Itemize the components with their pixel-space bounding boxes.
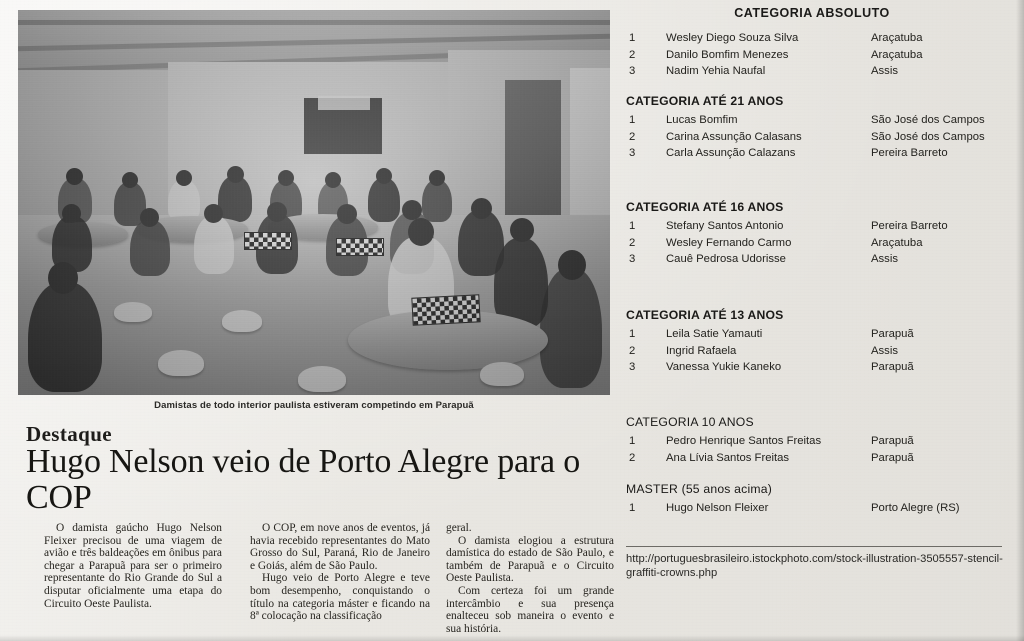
result-name: Carina Assunção Calasans: [666, 130, 802, 143]
result-city: Assis: [871, 344, 898, 357]
result-city: Parapuã: [871, 435, 914, 447]
article-paragraph: O damista gaúcho Hugo Nelson Fleixer precisou de uma viagem de avião e três baldeações em ônibus para chegar a Parapuã para ser o primeiro representante do Rio Grande do Sul a disputar oficialmente uma etapa do Circuito Oeste Paulista.: [44, 522, 222, 610]
result-row: [626, 237, 1018, 254]
result-row: [626, 220, 1018, 237]
result-city: Assis: [871, 253, 898, 265]
result-name: Ana Lívia Santos Freitas: [666, 451, 790, 464]
result-position: 3: [629, 65, 636, 77]
result-row: [626, 65, 1018, 82]
article-paragraph: O COP, em nove anos de eventos, já havia recebido representantes do Mato Grosso do Sul, Paraná, Rio de Janeiro e Goiás, além de São Paulo.: [250, 522, 430, 572]
result-position: 2: [629, 48, 636, 61]
result-city: Araçatuba: [871, 48, 923, 61]
result-row: [626, 361, 1018, 378]
result-row: [626, 114, 1018, 131]
result-position: 1: [629, 114, 636, 126]
result-position: 1: [629, 32, 636, 44]
article-photograph: [18, 10, 610, 395]
photo-caption: Damistas de todo interior paulista estiveram competindo em Parapuã: [154, 400, 474, 411]
result-city: Araçatuba: [871, 236, 923, 249]
result-name: Wesley Fernando Carmo: [666, 236, 792, 249]
result-position: 2: [629, 130, 636, 143]
results-category-13: [626, 308, 1018, 378]
result-name: Lucas Bomfim: [666, 114, 738, 126]
result-city: Araçatuba: [871, 32, 923, 44]
article-paragraph: Hugo veio de Porto Alegre e teve bom desempenho, conquistando o título na categoria máster e ficando na 8ª colocação na classificação: [250, 572, 430, 623]
result-position: 3: [629, 147, 636, 159]
result-city: Pereira Barreto: [871, 220, 948, 232]
result-row: [626, 435, 1018, 452]
results-category-heading: CATEGORIA ATÉ 16 ANOS: [626, 200, 784, 214]
article-paragraph: O damista elogiou a estrutura damística do estado de São Paulo, e também de Parapuã e o Circuito Oeste Paulista.: [446, 534, 614, 585]
result-row: [626, 131, 1018, 148]
result-city: Porto Alegre (RS): [871, 502, 960, 514]
result-city: São José dos Campos: [871, 130, 985, 143]
results-category-16: [626, 200, 1018, 270]
results-category-heading: CATEGORIA ATÉ 13 ANOS: [626, 308, 784, 322]
result-position: 3: [629, 253, 636, 265]
result-position: 1: [629, 328, 636, 340]
result-name: Pedro Henrique Santos Freitas: [666, 435, 822, 447]
results-category-heading: MASTER (55 anos acima): [626, 482, 772, 496]
result-position: 2: [629, 451, 636, 464]
result-position: 2: [629, 236, 636, 249]
result-row: [626, 253, 1018, 270]
result-name: Carla Assunção Calazans: [666, 147, 796, 159]
result-position: 1: [629, 220, 636, 232]
result-name: Wesley Diego Souza Silva: [666, 32, 799, 44]
result-name: Cauê Pedrosa Udorisse: [666, 253, 786, 265]
result-city: Pereira Barreto: [871, 147, 948, 159]
article-body-column-1: [44, 522, 222, 610]
result-position: 2: [629, 344, 636, 357]
result-city: Parapuã: [871, 328, 914, 340]
result-position: 1: [629, 435, 636, 447]
result-city: São José dos Campos: [871, 114, 985, 126]
result-name: Leila Satie Yamauti: [666, 328, 763, 340]
result-name: Nadim Yehia Naufal: [666, 65, 766, 77]
results-column: [626, 0, 1018, 641]
result-row: [626, 147, 1018, 164]
result-row: [626, 328, 1018, 345]
results-title: CATEGORIA ABSOLUTO: [734, 6, 890, 20]
results-category-absoluto: [626, 32, 1018, 82]
result-name: Danilo Bomfim Menezes: [666, 48, 789, 61]
results-category-heading: CATEGORIA ATÉ 21 ANOS: [626, 94, 784, 108]
source-divider: [626, 546, 1002, 547]
result-name: Vanessa Yukie Kaneko: [666, 361, 782, 373]
page-edge-shadow: [1016, 0, 1024, 641]
result-row: [626, 502, 1018, 519]
result-position: 1: [629, 502, 636, 514]
results-category-10: [626, 415, 1018, 468]
result-row: [626, 49, 1018, 66]
article-paragraph: geral.: [446, 522, 472, 534]
result-row: [626, 32, 1018, 49]
result-row: [626, 345, 1018, 362]
article-kicker: Destaque: [26, 422, 113, 446]
result-city: Parapuã: [871, 451, 914, 464]
results-category-21: [626, 94, 1018, 164]
article-body-column-2: [250, 522, 430, 623]
result-name: Ingrid Rafaela: [666, 344, 737, 357]
result-position: 3: [629, 361, 636, 373]
article-column: [18, 4, 614, 638]
result-name: Stefany Santos Antonio: [666, 220, 784, 232]
article-headline: Hugo Nelson veio de Porto Alegre para o COP: [26, 443, 581, 516]
result-name: Hugo Nelson Fleixer: [666, 502, 769, 514]
result-city: Parapuã: [871, 361, 914, 373]
source-url: http://portuguesbrasileiro.istockphoto.com/stock-illustration-3505557-stencil-graffiti-crowns.php: [626, 553, 1003, 579]
page-bottom-shadow: [0, 635, 1024, 641]
results-category-master: [626, 482, 1018, 519]
article-paragraph: Com certeza foi um grande intercâmbio e sua presença enalteceu sob maneira o evento e sua história.: [446, 584, 614, 635]
result-city: Assis: [871, 65, 898, 77]
results-category-heading: CATEGORIA 10 ANOS: [626, 415, 754, 429]
photo-vignette: [18, 10, 610, 395]
result-row: [626, 452, 1018, 469]
article-body-column-3: [446, 522, 614, 635]
